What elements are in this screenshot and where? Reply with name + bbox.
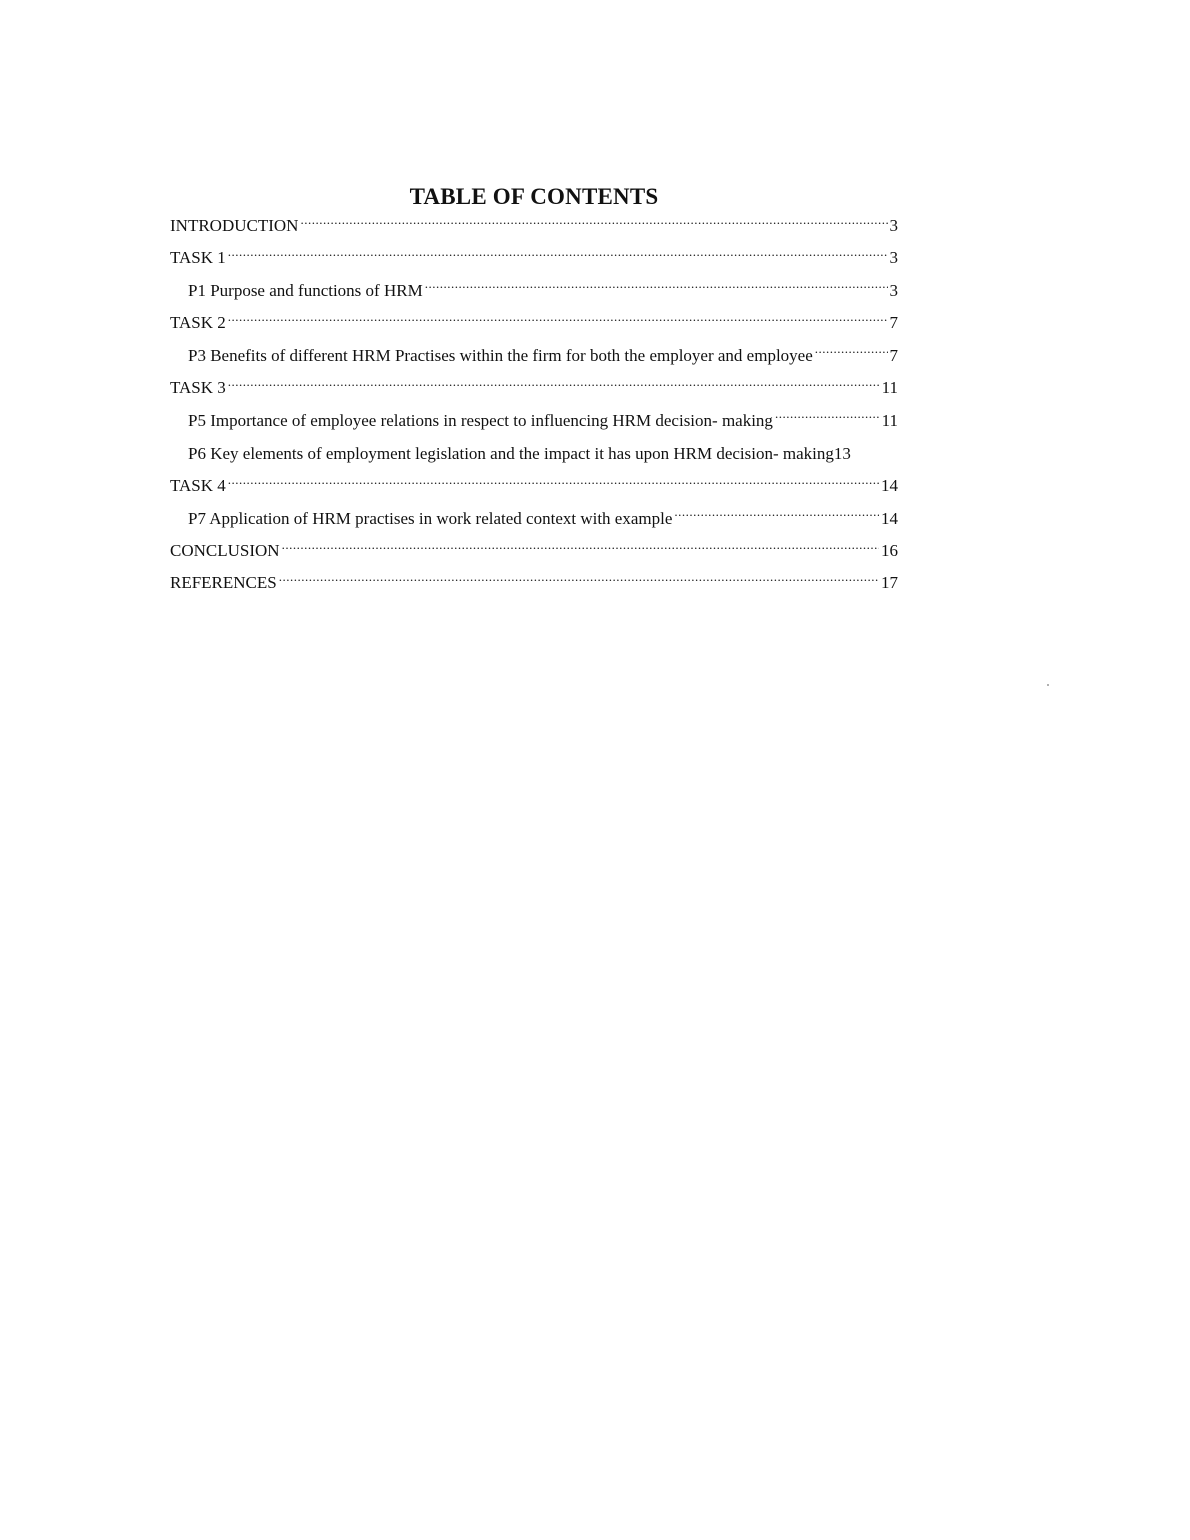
toc-entry-page: 16 xyxy=(881,541,898,560)
toc-entry-label: P7 Application of HRM practises in work related context with example xyxy=(188,509,673,528)
dot-leader xyxy=(282,539,879,556)
toc-entry-label: TASK 2 xyxy=(170,313,226,332)
toc-entry-page: 17 xyxy=(881,573,898,592)
toc-entry-label: REFERENCES xyxy=(170,573,277,592)
toc-entry-conclusion[interactable] xyxy=(170,537,898,569)
dot-leader xyxy=(425,279,888,296)
dot-leader xyxy=(775,409,880,426)
toc-entry-page: 14 xyxy=(881,509,898,528)
toc-entry-label: TASK 4 xyxy=(170,476,226,495)
toc-entry-label: TASK 1 xyxy=(170,248,226,267)
toc-entry-p3[interactable] xyxy=(170,341,898,374)
toc-entry-label: CONCLUSION xyxy=(170,541,280,560)
dot-leader xyxy=(228,246,888,263)
toc-entry-page: 11 xyxy=(881,411,898,430)
toc-entry-page: 13 xyxy=(833,444,851,463)
toc-entry-task-3[interactable] xyxy=(170,374,898,406)
dot-leader xyxy=(300,214,887,231)
toc-entry-label: P3 Benefits of different HRM Practises within the firm for both the employer and employee xyxy=(188,346,813,365)
toc-entry-page: 11 xyxy=(881,378,898,397)
toc-entry-page: 7 xyxy=(889,313,898,332)
page-speck xyxy=(1047,684,1049,686)
dot-leader xyxy=(815,344,888,361)
dot-leader xyxy=(228,311,888,328)
toc-entry-page: 3 xyxy=(889,248,898,267)
dot-leader xyxy=(674,507,879,524)
dot-leader xyxy=(279,571,879,588)
dot-leader xyxy=(228,376,880,393)
toc-entry-page: 14 xyxy=(881,476,898,495)
toc-entry-p1[interactable] xyxy=(170,276,898,309)
toc-entry-label: P1 Purpose and functions of HRM xyxy=(188,281,423,300)
toc-list xyxy=(170,212,898,601)
toc-entry-page: 3 xyxy=(889,281,898,300)
toc-entry-label: P6 Key elements of employment legislation and the impact it has upon HRM decision- making xyxy=(188,444,834,463)
toc-entry-page: 7 xyxy=(889,346,898,365)
toc-entry-references[interactable] xyxy=(170,569,898,601)
dot-leader xyxy=(228,474,879,491)
toc-entry-label: TASK 3 xyxy=(170,378,226,397)
toc-entry-task-1[interactable] xyxy=(170,244,898,276)
toc-entry-introduction[interactable] xyxy=(170,212,898,244)
toc-entry-p7[interactable] xyxy=(170,504,898,537)
toc-entry-page: 3 xyxy=(889,216,898,235)
toc-entry-label: P5 Importance of employee relations in respect to influencing HRM decision- making xyxy=(188,411,773,430)
toc-entry-p6[interactable] xyxy=(170,439,934,472)
toc-title: TABLE OF CONTENTS xyxy=(409,184,659,209)
toc-entry-task-2[interactable] xyxy=(170,309,898,341)
toc-entry-label: INTRODUCTION xyxy=(170,216,299,235)
toc-entry-task-4[interactable] xyxy=(170,472,898,504)
toc-entry-p5[interactable] xyxy=(170,406,898,439)
